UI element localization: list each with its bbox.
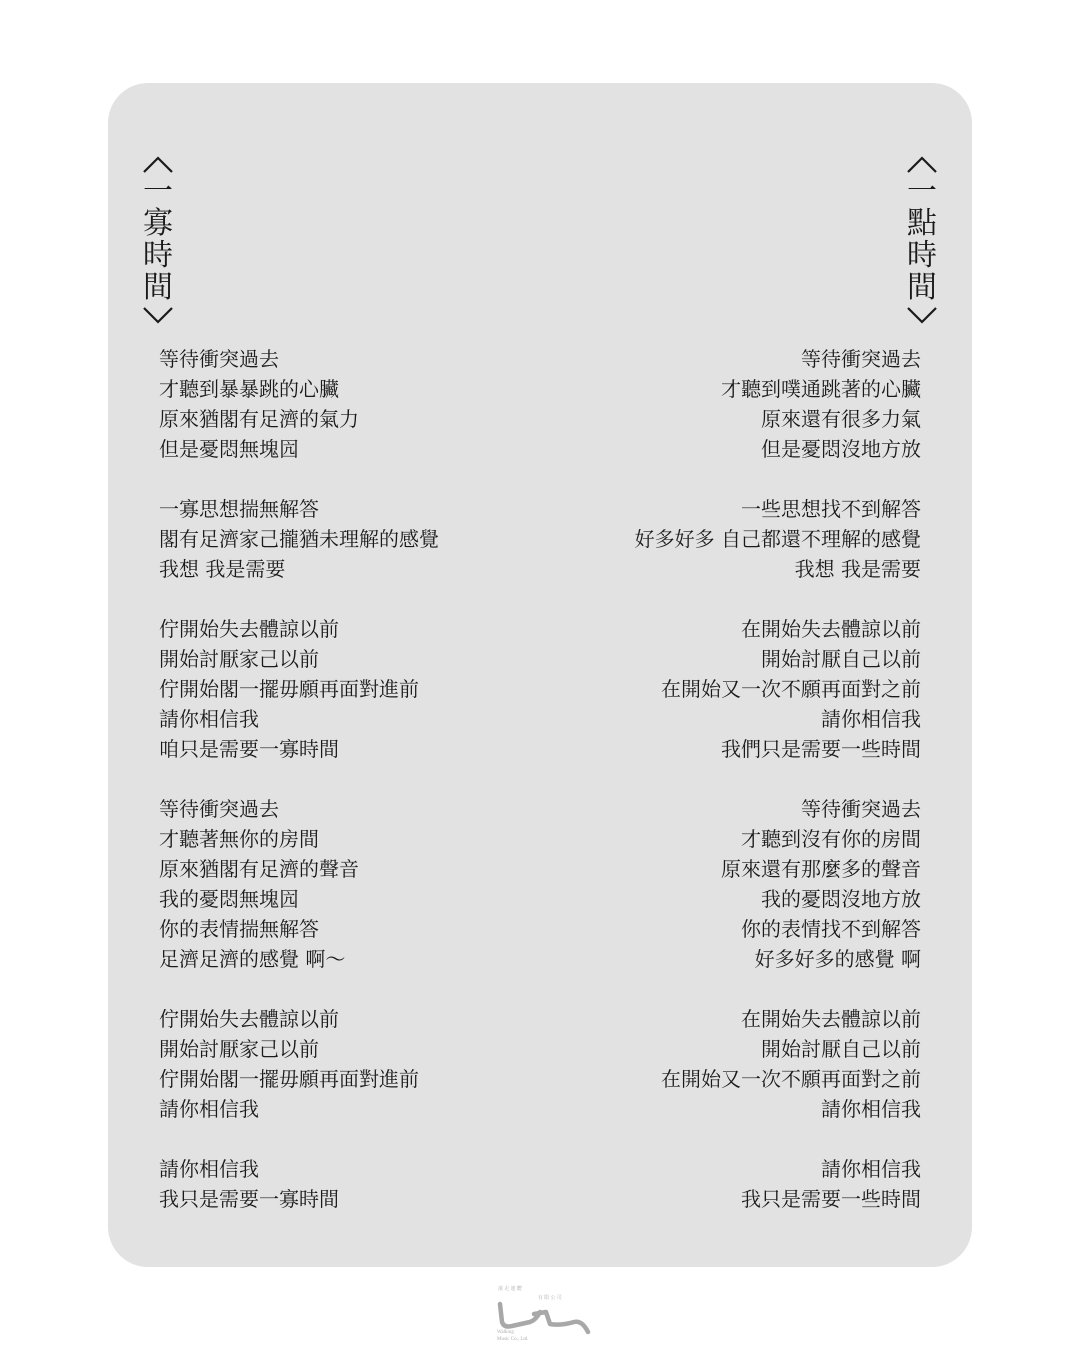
lyric-line: 一些思想找不到解答	[741, 497, 921, 521]
lyric-line: 開始討厭家己以前	[159, 1037, 319, 1061]
top-angle-bracket-icon	[904, 152, 940, 174]
lyric-line: 原來還有那麼多的聲音	[721, 857, 921, 881]
lyric-line: 原來猶閣有足濟的聲音	[159, 857, 359, 881]
lyric-line: 佇開始失去體諒以前	[159, 1007, 339, 1031]
left-lyrics-column	[159, 344, 439, 1214]
right-lyrics-column	[635, 344, 921, 1214]
lyric-line: 但是憂悶無塊囥	[159, 437, 299, 461]
lyric-line: 等待衝突過去	[801, 797, 921, 821]
lyric-line: 在開始失去體諒以前	[741, 617, 921, 641]
lyric-line: 足濟足濟的感覺 啊～	[159, 947, 346, 971]
lyric-line: 等待衝突過去	[801, 347, 921, 371]
lyric-line: 請你相信我	[821, 707, 921, 731]
lyric-line: 好多好多 自己都還不理解的感覺	[634, 527, 921, 551]
lyric-line: 我只是需要一些時間	[741, 1187, 921, 1211]
right-song-title	[900, 152, 944, 328]
lyric-line: 我們只是需要一些時間	[721, 737, 921, 761]
lyric-line: 在開始失去體諒以前	[741, 1007, 921, 1031]
lyric-line: 你的表情揣無解答	[159, 917, 319, 941]
stanza-gap	[635, 464, 921, 494]
title-char: 時	[143, 238, 173, 273]
lyric-line: 但是憂悶沒地方放	[761, 437, 921, 461]
lyric-line: 原來猶閣有足濟的氣力	[159, 407, 359, 431]
lyric-line: 在開始又一次不願再面對之前	[661, 677, 921, 701]
lyric-line: 在開始又一次不願再面對之前	[661, 1067, 921, 1091]
stanza-gap	[635, 974, 921, 1004]
lyric-line: 佇開始閣一擺毋願再面對進前	[159, 1067, 419, 1091]
top-angle-bracket-icon	[140, 152, 176, 174]
title-char: 時	[907, 238, 937, 273]
lyric-line: 請你相信我	[821, 1097, 921, 1121]
title-char: 點	[907, 206, 937, 241]
stanza-gap	[159, 974, 439, 1004]
walking-music-logo-icon	[490, 1282, 594, 1346]
left-title-chars	[136, 176, 180, 304]
lyric-line: 才聽到噗通跳著的心臟	[721, 377, 921, 401]
lyric-line: 開始討厭自己以前	[761, 647, 921, 671]
lyric-line: 我的憂悶沒地方放	[761, 887, 921, 911]
bottom-angle-bracket-icon	[904, 306, 940, 328]
lyric-line: 我想 我是需要	[159, 557, 286, 581]
title-char: 一	[907, 174, 937, 209]
lyric-line: 請你相信我	[159, 1097, 259, 1121]
lyric-line: 我想 我是需要	[794, 557, 921, 581]
title-char: 間	[143, 270, 173, 305]
lyric-line: 佇開始失去體諒以前	[159, 617, 339, 641]
lyric-line: 一寡思想揣無解答	[159, 497, 319, 521]
lyric-line: 請你相信我	[159, 707, 259, 731]
lyric-line: 咱只是需要一寡時間	[159, 737, 339, 761]
stanza-gap	[159, 584, 439, 614]
title-char: 間	[907, 270, 937, 305]
stanza-gap	[635, 1124, 921, 1154]
logo-chinese-line2: 有 限 公 司	[538, 1296, 562, 1301]
lyric-line: 才聽到沒有你的房間	[741, 827, 921, 851]
lyric-line: 才聽著無你的房間	[159, 827, 319, 851]
lyric-line: 好多好多的感覺 啊	[754, 947, 921, 971]
stanza-gap	[159, 464, 439, 494]
stanza-gap	[635, 764, 921, 794]
lyric-line: 我只是需要一寡時間	[159, 1187, 339, 1211]
lyric-line: 等待衝突過去	[159, 347, 279, 371]
lyric-line: 原來還有很多力氣	[761, 407, 921, 431]
logo-english-line2: Music Co., Ltd.	[497, 1337, 529, 1342]
bottom-angle-bracket-icon	[140, 306, 176, 328]
logo-english-line1: Walking	[497, 1330, 514, 1335]
lyric-line: 你的表情找不到解答	[741, 917, 921, 941]
stanza-gap	[635, 584, 921, 614]
stanza-gap	[159, 1124, 439, 1154]
right-title-chars	[900, 176, 944, 304]
lyric-line: 請你相信我	[159, 1157, 259, 1181]
title-char: 寡	[143, 206, 173, 241]
lyric-line: 開始討厭家己以前	[159, 647, 319, 671]
left-song-title	[136, 152, 180, 328]
lyric-line: 開始討厭自己以前	[761, 1037, 921, 1061]
title-char: 一	[143, 174, 173, 209]
lyric-line: 才聽到暴暴跳的心臟	[159, 377, 339, 401]
lyric-line: 請你相信我	[821, 1157, 921, 1181]
lyric-line: 等待衝突過去	[159, 797, 279, 821]
lyric-line: 我的憂悶無塊囥	[159, 887, 299, 911]
stanza-gap	[159, 764, 439, 794]
lyric-line: 佇開始閣一擺毋願再面對進前	[159, 677, 419, 701]
lyric-line: 閣有足濟家己攏猶未理解的感覺	[159, 527, 439, 551]
logo-chinese-line1: 滾 走 連 醴	[498, 1287, 522, 1292]
